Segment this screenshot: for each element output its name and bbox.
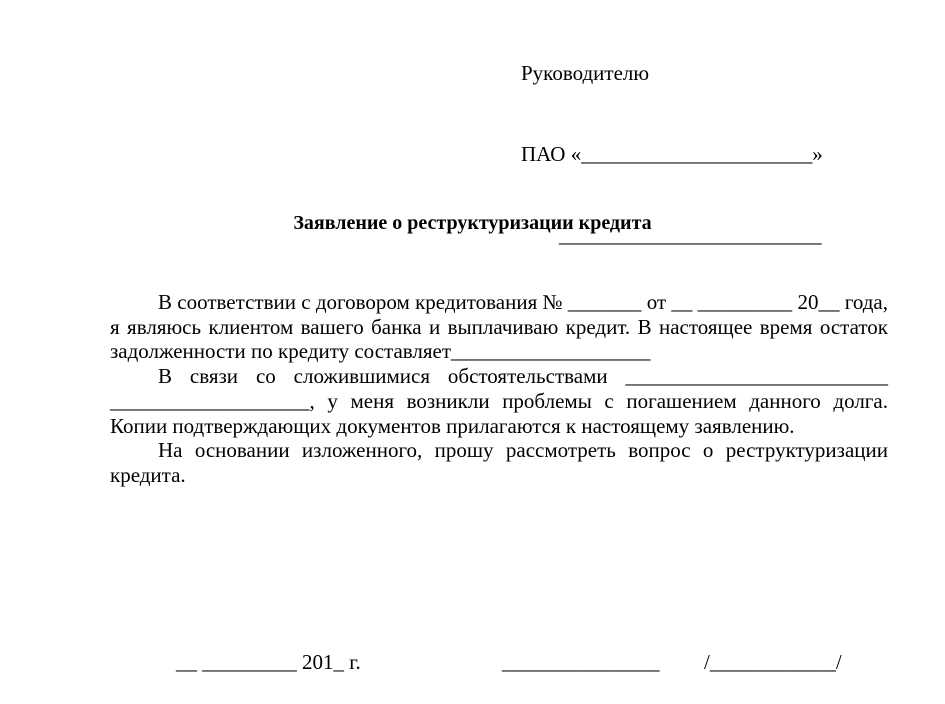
document-body bbox=[110, 290, 888, 488]
addressee-block bbox=[521, 6, 823, 303]
paragraph-loan-details: В соответствии с договором кредитования № _______ от __ _________ 20__ года, я являюсь клиентом вашего банка и выплачиваю кредит. В настоящее время остаток задолженности по кредиту составляет___________________ bbox=[110, 290, 888, 364]
signature-footer bbox=[0, 650, 945, 680]
document-title bbox=[0, 212, 945, 235]
addressee-title: Руководителю bbox=[521, 61, 650, 85]
paragraph-request: На основании изложенного, прошу рассмотреть вопрос о реструктуризации кредита. bbox=[110, 438, 888, 487]
addressee-company: ПАО «______________________» bbox=[521, 142, 823, 166]
document-title-text: Заявление о реструктуризации кредита bbox=[293, 212, 652, 234]
date-field: __ _________ 201_ г. bbox=[176, 650, 361, 674]
paragraph-circumstances: В связи со сложившимися обстоятельствами _________________________ ___________________, у меня возникли проблемы с погашением данного долга. Копии подтверждающих документов прилагаются к настоящему заявлению. bbox=[110, 364, 888, 438]
name-decoding-line: /____________/ bbox=[704, 650, 842, 674]
signature-line: _______________ bbox=[502, 650, 660, 674]
addressee-name-line: _________________________ bbox=[559, 223, 822, 247]
